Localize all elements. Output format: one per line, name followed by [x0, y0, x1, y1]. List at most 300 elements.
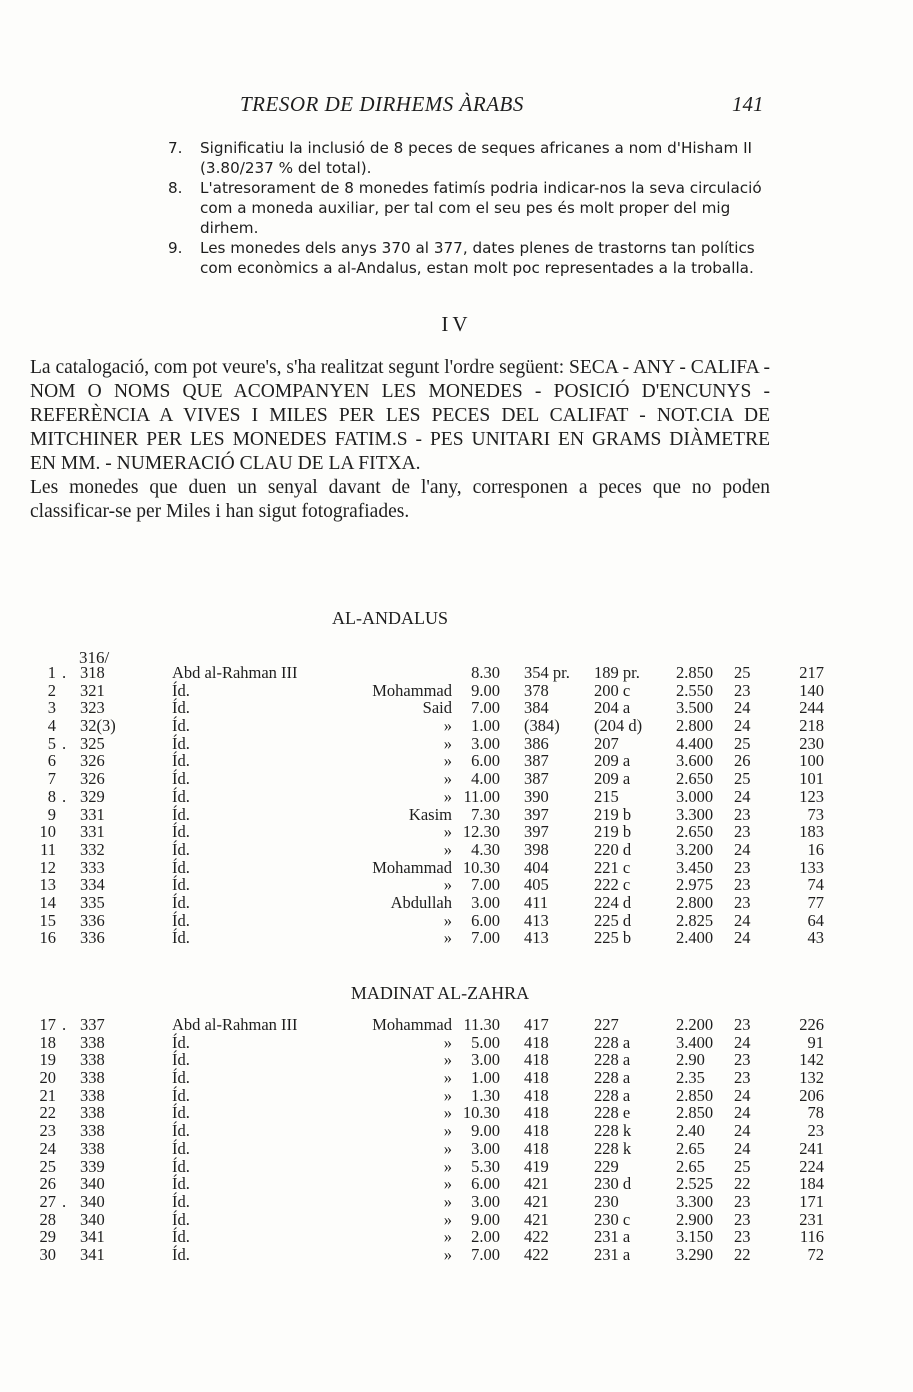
miles-ref-cell: 209 a	[594, 769, 631, 789]
diameter-cell: 25	[734, 1156, 751, 1176]
caliph-cell: Íd.	[172, 751, 190, 771]
vives-ref-cell: 418	[524, 1050, 549, 1070]
caliph-cell: Íd.	[172, 733, 190, 753]
companion-name-cell: »	[443, 1209, 452, 1229]
caliph-cell: Abd al-Rahman III	[172, 663, 298, 682]
running-header	[0, 92, 913, 122]
year-cell: 335	[80, 892, 105, 912]
row-number: 22	[39, 1103, 56, 1123]
year-cell: 318	[80, 663, 105, 682]
year-cell: 337	[80, 1015, 105, 1034]
miles-ref-cell: 228 a	[594, 1050, 631, 1070]
caliph-cell: Íd.	[172, 786, 190, 806]
caliph-cell: Íd.	[172, 928, 190, 948]
intro-text	[30, 356, 770, 524]
catalog-key-cell: 140	[799, 680, 824, 700]
vives-ref-cell: 418	[524, 1068, 549, 1088]
notes-list	[160, 138, 770, 278]
catalog-key-cell: 244	[799, 698, 824, 718]
companion-name-cell: »	[443, 751, 452, 771]
row-number: 27	[39, 1191, 56, 1211]
diameter-cell: 24	[734, 1138, 751, 1158]
row-number: 13	[39, 875, 56, 895]
diameter-cell: 23	[734, 1015, 751, 1034]
miles-ref-cell: 230 c	[594, 1209, 631, 1229]
table-row	[30, 1016, 830, 1034]
catalog-key-cell: 101	[799, 769, 824, 789]
die-position-cell: 6.00	[471, 1174, 500, 1194]
vives-ref-cell: 354 pr.	[524, 663, 570, 682]
weight-cell: 2.850	[676, 663, 714, 682]
die-position-cell: 6.00	[471, 910, 500, 930]
die-position-cell: 5.00	[471, 1032, 500, 1052]
companion-name-cell: »	[443, 1191, 452, 1211]
note-item	[160, 178, 770, 238]
year-cell: 336	[80, 910, 105, 930]
die-position-cell: 7.30	[471, 804, 500, 824]
diameter-cell: 24	[734, 786, 751, 806]
diameter-cell: 23	[734, 1209, 751, 1229]
die-position-cell: 6.00	[471, 751, 500, 771]
catalog-key-cell: 226	[799, 1015, 824, 1034]
year-cell: 331	[80, 822, 105, 842]
caliph-cell: Íd.	[172, 1156, 190, 1176]
table-row	[30, 912, 830, 930]
weight-cell: 2.65	[676, 1138, 705, 1158]
miles-ref-cell: 231 a	[594, 1244, 631, 1264]
companion-name-cell: »	[443, 1156, 452, 1176]
table-row	[30, 699, 830, 717]
catalog-key-cell: 74	[807, 875, 824, 895]
catalog-key-cell: 78	[807, 1103, 824, 1123]
diameter-cell: 23	[734, 892, 751, 912]
row-number: 15	[39, 910, 56, 930]
year-cell: 329	[80, 786, 105, 806]
miles-ref-cell: 209 a	[594, 751, 631, 771]
miles-ref-cell: 228 a	[594, 1032, 631, 1052]
table-row	[30, 788, 830, 806]
companion-name-cell: Mohammad	[372, 857, 452, 877]
companion-name-cell: »	[443, 1227, 452, 1247]
weight-cell: 3.400	[676, 1032, 714, 1052]
table-row	[30, 717, 830, 735]
table-row	[30, 1122, 830, 1140]
table-row	[30, 1158, 830, 1176]
diameter-cell: 23	[734, 875, 751, 895]
weight-cell: 3.450	[676, 857, 714, 877]
miles-ref-cell: 204 a	[594, 698, 631, 718]
catalog-key-cell: 77	[807, 892, 824, 912]
diameter-cell: 24	[734, 1032, 751, 1052]
miles-ref-cell: 230 d	[594, 1174, 632, 1194]
catalog-key-cell: 184	[799, 1174, 824, 1194]
vives-ref-cell: 404	[524, 857, 549, 877]
diameter-cell: 24	[734, 1121, 751, 1141]
caliph-cell: Íd.	[172, 910, 190, 930]
miles-ref-cell: 219 b	[594, 804, 632, 824]
vives-ref-cell: 413	[524, 928, 549, 948]
miles-ref-cell: 228 a	[594, 1085, 631, 1105]
catalog-key-cell: 217	[799, 663, 824, 682]
miles-ref-cell: 200 c	[594, 680, 631, 700]
companion-name-cell: »	[443, 1068, 452, 1088]
row-number: 26	[39, 1174, 56, 1194]
caliph-cell: Íd.	[172, 839, 190, 859]
catalog-key-cell: 132	[799, 1068, 824, 1088]
miles-ref-cell: 222 c	[594, 875, 631, 895]
companion-name-cell: »	[443, 875, 452, 895]
row-number: 12	[39, 857, 56, 877]
diameter-cell: 25	[734, 733, 751, 753]
table-row	[30, 682, 830, 700]
weight-cell: 2.900	[676, 1209, 714, 1229]
note-text: Significatiu la inclusió de 8 peces de seques africanes a nom d'Hisham II (3.80/237 % del total).	[200, 139, 753, 177]
weight-cell: 3.200	[676, 839, 714, 859]
companion-name-cell: »	[443, 839, 452, 859]
diameter-cell: 22	[734, 1174, 751, 1194]
table-row	[30, 1193, 830, 1211]
year-cell: 332	[80, 839, 105, 859]
catalog-key-cell: 133	[799, 857, 824, 877]
caliph-cell: Íd.	[172, 1032, 190, 1052]
catalog-key-cell: 23	[807, 1121, 824, 1141]
vives-ref-cell: (384)	[524, 716, 560, 736]
diameter-cell: 23	[734, 1227, 751, 1247]
die-position-cell: 4.00	[471, 769, 500, 789]
row-number: 25	[39, 1156, 56, 1176]
row-number: 3	[47, 698, 56, 718]
diameter-cell: 24	[734, 910, 751, 930]
vives-ref-cell: 397	[524, 822, 549, 842]
note-number: 9.	[168, 239, 183, 257]
companion-name-cell: »	[443, 928, 452, 948]
miles-ref-cell: 225 d	[594, 910, 632, 930]
die-position-cell: 7.00	[471, 928, 500, 948]
photo-mark: .	[61, 1191, 67, 1211]
die-position-cell: 4.30	[471, 839, 500, 859]
row-number: 17	[39, 1015, 56, 1034]
year-cell: 323	[80, 698, 105, 718]
caliph-cell: Íd.	[172, 698, 190, 718]
weight-cell: 3.500	[676, 698, 714, 718]
table-row	[30, 752, 830, 770]
caliph-cell: Íd.	[172, 1191, 190, 1211]
year-cell: 336	[80, 928, 105, 948]
caliph-cell: Íd.	[172, 1227, 190, 1247]
caliph-cell: Íd.	[172, 892, 190, 912]
caliph-cell: Íd.	[172, 1068, 190, 1088]
companion-name-cell: Kasim	[408, 804, 452, 824]
catalog-key-cell: 73	[807, 804, 824, 824]
table-row	[30, 770, 830, 788]
row-number: 10	[39, 822, 56, 842]
catalog-key-cell: 91	[807, 1032, 824, 1052]
row-number: 11	[40, 839, 56, 859]
photo-mark: .	[61, 663, 67, 682]
catalog-key-cell: 230	[799, 733, 824, 753]
vives-ref-cell: 390	[524, 786, 549, 806]
die-position-cell: 2.00	[471, 1227, 500, 1247]
vives-ref-cell: 413	[524, 910, 549, 930]
caliph-cell: Íd.	[172, 822, 190, 842]
weight-cell: 3.290	[676, 1244, 714, 1264]
vives-ref-cell: 378	[524, 680, 549, 700]
diameter-cell: 24	[734, 928, 751, 948]
miles-ref-cell: 228 a	[594, 1068, 631, 1088]
caliph-cell: Íd.	[172, 1174, 190, 1194]
row-number: 29	[39, 1227, 56, 1247]
diameter-cell: 22	[734, 1244, 751, 1264]
vives-ref-cell: 419	[524, 1156, 549, 1176]
year-cell: 338	[80, 1068, 105, 1088]
miles-ref-cell: 229	[594, 1156, 619, 1176]
die-position-cell: 1.00	[471, 1068, 500, 1088]
diameter-cell: 23	[734, 1050, 751, 1070]
diameter-cell: 24	[734, 839, 751, 859]
row-number: 7	[47, 769, 56, 789]
catalog-key-cell: 218	[799, 716, 824, 736]
die-position-cell: 3.00	[471, 1138, 500, 1158]
table-row	[30, 664, 830, 682]
photo-mark: .	[61, 786, 67, 806]
vives-ref-cell: 421	[524, 1191, 549, 1211]
weight-cell: 4.400	[676, 733, 714, 753]
vives-ref-cell: 418	[524, 1138, 549, 1158]
catalog-key-cell: 100	[799, 751, 824, 771]
die-position-cell: 1.00	[471, 716, 500, 736]
row-number: 9	[47, 804, 56, 824]
year-cell: 341	[80, 1227, 105, 1247]
diameter-cell: 24	[734, 716, 751, 736]
vives-ref-cell: 386	[524, 733, 549, 753]
vives-ref-cell: 421	[524, 1174, 549, 1194]
weight-cell: 2.550	[676, 680, 714, 700]
weight-cell: 2.800	[676, 716, 714, 736]
weight-cell: 3.000	[676, 786, 714, 806]
miles-ref-cell: 221 c	[594, 857, 631, 877]
miles-ref-cell: 207	[594, 733, 619, 753]
row-number: 30	[39, 1244, 56, 1264]
row-number: 5	[47, 733, 56, 753]
die-position-cell: 9.00	[471, 1121, 500, 1141]
note-number: 8.	[168, 179, 183, 197]
weight-cell: 2.525	[676, 1174, 714, 1194]
table-row	[30, 823, 830, 841]
row-number: 19	[39, 1050, 56, 1070]
companion-name-cell: »	[443, 716, 452, 736]
weight-cell: 2.850	[676, 1103, 714, 1123]
caliph-cell: Íd.	[172, 1103, 190, 1123]
caliph-cell: Íd.	[172, 1085, 190, 1105]
die-position-cell: 12.30	[462, 822, 500, 842]
year-cell: 340	[80, 1191, 105, 1211]
companion-name-cell: »	[443, 1050, 452, 1070]
vives-ref-cell: 405	[524, 875, 549, 895]
diameter-cell: 23	[734, 680, 751, 700]
year-cell: 338	[80, 1032, 105, 1052]
weight-cell: 2.975	[676, 875, 714, 895]
caliph-cell: Abd al-Rahman III	[172, 1015, 298, 1034]
row-number: 14	[39, 892, 56, 912]
miles-ref-cell: 225 b	[594, 928, 632, 948]
year-cell: 321	[80, 680, 105, 700]
catalog-key-cell: 206	[799, 1085, 824, 1105]
diameter-cell: 23	[734, 857, 751, 877]
weight-cell: 2.200	[676, 1015, 714, 1034]
catalog-key-cell: 16	[807, 839, 824, 859]
row-number: 20	[39, 1068, 56, 1088]
companion-name-cell: Mohammad	[372, 1015, 452, 1034]
row-number: 2	[47, 680, 56, 700]
miles-ref-cell: (204 d)	[594, 716, 643, 736]
weight-cell: 2.650	[676, 822, 714, 842]
die-position-cell: 11.30	[463, 1015, 500, 1034]
diameter-cell: 23	[734, 1191, 751, 1211]
row-number: 18	[39, 1032, 56, 1052]
year-cell: 338	[80, 1121, 105, 1141]
miles-ref-cell: 189 pr.	[594, 663, 640, 682]
caliph-cell: Íd.	[172, 769, 190, 789]
weight-cell: 2.825	[676, 910, 714, 930]
die-position-cell: 9.00	[471, 680, 500, 700]
catalog-key-cell: 183	[799, 822, 824, 842]
companion-name-cell: »	[443, 733, 452, 753]
running-title: TRESOR DE DIRHEMS ÀRABS	[240, 92, 524, 116]
table-row	[30, 1228, 830, 1246]
table-row	[30, 894, 830, 912]
vives-ref-cell: 418	[524, 1032, 549, 1052]
weight-cell: 2.35	[676, 1068, 705, 1088]
caliph-cell: Íd.	[172, 680, 190, 700]
catalog-table-madinat-al-zahra	[30, 1016, 830, 1264]
miles-ref-cell: 228 k	[594, 1138, 632, 1158]
catalog-key-cell: 171	[799, 1191, 824, 1211]
caliph-cell: Íd.	[172, 1209, 190, 1229]
year-cell: 340	[80, 1174, 105, 1194]
year-cell: 32(3)	[80, 716, 116, 736]
catalog-key-cell: 72	[807, 1244, 824, 1264]
row-number: 1	[47, 663, 56, 682]
year-cell: 339	[80, 1156, 105, 1176]
companion-name-cell: »	[443, 1244, 452, 1264]
catalog-key-cell: 142	[799, 1050, 824, 1070]
companion-name-cell: »	[443, 1121, 452, 1141]
diameter-cell: 25	[734, 769, 751, 789]
row-number: 6	[47, 751, 56, 771]
table-row	[30, 1246, 830, 1264]
companion-name-cell: »	[443, 1174, 452, 1194]
note-text: L'atresorament de 8 monedes fatimís podria indicar-nos la seva circulació com a moneda auxiliar, per tal com el seu pes és molt proper del mig dirhem.	[200, 179, 762, 237]
caliph-cell: Íd.	[172, 1121, 190, 1141]
row-number: 8	[47, 786, 56, 806]
table-row	[30, 735, 830, 753]
table-row	[30, 876, 830, 894]
miles-ref-cell: 224 d	[594, 892, 632, 912]
year-cell: 325	[80, 733, 105, 753]
table-heading-al-andalus: AL-ANDALUS	[332, 608, 448, 628]
table-row	[30, 841, 830, 859]
vives-ref-cell: 418	[524, 1121, 549, 1141]
miles-ref-cell: 219 b	[594, 822, 632, 842]
intro-paragraph: La catalogació, com pot veure's, s'ha realitzat segunt l'ordre següent: SECA - ANY - CALIFA - NOM O NOMS QUE ACOMPANYEN LES MONEDES - POSICIÓ D'ENCUNYS - REFERÈNCIA A VIVES I MILES PER LES PECES DEL CALIFAT - NOT.CIA DE MITCHINER PER LES MONEDES FATIM.S - PES UNITARI EN GRAMS DIÀMETRE EN MM. - NUMERACIÓ CLAU DE LA FITXA.	[30, 357, 770, 474]
miles-ref-cell: 220 d	[594, 839, 632, 859]
photo-mark: .	[61, 1015, 67, 1034]
catalog-key-cell: 64	[807, 910, 824, 930]
die-position-cell: 10.30	[462, 1103, 500, 1123]
catalog-key-cell: 123	[799, 786, 824, 806]
note-text: Les monedes dels anys 370 al 377, dates plenes de trastorns tan polítics com econòmics a al-Andalus, estan molt poc representades a la troballa.	[200, 239, 755, 277]
row-number: 4	[47, 716, 56, 736]
weight-cell: 2.400	[676, 928, 714, 948]
vives-ref-cell: 422	[524, 1244, 549, 1264]
weight-cell: 2.650	[676, 769, 714, 789]
miles-ref-cell: 231 a	[594, 1227, 631, 1247]
row-number: 28	[39, 1209, 56, 1229]
die-position-cell: 10.30	[462, 857, 500, 877]
year-cell: 333	[80, 857, 105, 877]
caliph-cell: Íd.	[172, 875, 190, 895]
catalog-key-cell: 241	[799, 1138, 824, 1158]
weight-cell: 3.300	[676, 1191, 714, 1211]
vives-ref-cell: 397	[524, 804, 549, 824]
die-position-cell: 3.00	[471, 892, 500, 912]
die-position-cell: 7.00	[471, 698, 500, 718]
catalog-key-cell: 116	[799, 1227, 824, 1247]
companion-name-cell: Abdullah	[390, 892, 452, 912]
vives-ref-cell: 387	[524, 751, 549, 771]
table-row	[30, 859, 830, 877]
die-position-cell: 8.30	[471, 663, 500, 682]
die-position-cell: 7.00	[471, 1244, 500, 1264]
catalog-key-cell: 43	[807, 928, 824, 948]
die-position-cell: 7.00	[471, 875, 500, 895]
year-cell: 341	[80, 1244, 105, 1264]
note-number: 7.	[168, 139, 183, 157]
row-number: 16	[39, 928, 56, 948]
weight-cell: 2.65	[676, 1156, 705, 1176]
year-cell: 338	[80, 1103, 105, 1123]
photo-mark: .	[61, 733, 67, 753]
weight-cell: 3.150	[676, 1227, 714, 1247]
vives-ref-cell: 418	[524, 1103, 549, 1123]
companion-name-cell: »	[443, 1138, 452, 1158]
table-row	[30, 1051, 830, 1069]
table-row	[30, 806, 830, 824]
vives-ref-cell: 418	[524, 1085, 549, 1105]
miles-ref-cell: 230	[594, 1191, 619, 1211]
year-cell: 340	[80, 1209, 105, 1229]
section-heading: IV	[441, 312, 472, 336]
diameter-cell: 23	[734, 1068, 751, 1088]
die-position-cell: 9.00	[471, 1209, 500, 1229]
vives-ref-cell: 411	[524, 892, 549, 912]
note-item	[160, 138, 770, 178]
intro-paragraph: Les monedes que duen un senyal davant de l'any, corresponen a peces que no poden classificar-se per Miles i han sigut fotografiades.	[30, 477, 770, 522]
diameter-cell: 26	[734, 751, 751, 771]
die-position-cell: 3.00	[471, 1050, 500, 1070]
companion-name-cell: Said	[422, 698, 452, 718]
vives-ref-cell: 421	[524, 1209, 549, 1229]
caliph-cell: Íd.	[172, 1050, 190, 1070]
table-row	[30, 1087, 830, 1105]
year-cell: 326	[80, 751, 105, 771]
diameter-cell: 24	[734, 698, 751, 718]
companion-name-cell: »	[443, 1103, 452, 1123]
year-cell: 326	[80, 769, 105, 789]
year-cell: 338	[80, 1050, 105, 1070]
diameter-cell: 24	[734, 1085, 751, 1105]
year-cell: 331	[80, 804, 105, 824]
